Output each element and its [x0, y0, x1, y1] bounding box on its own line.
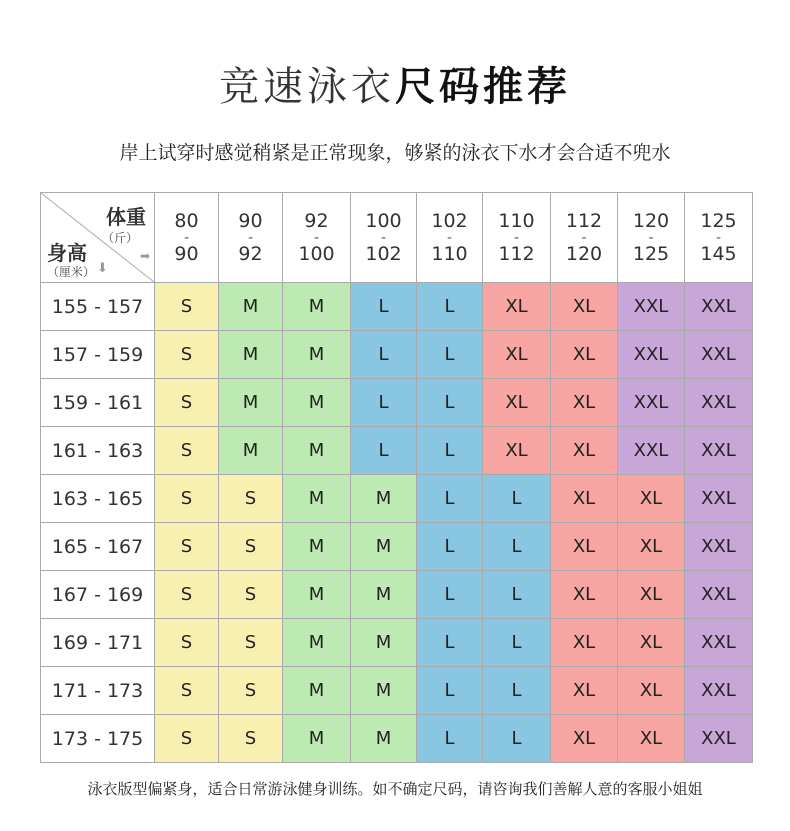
size-cell: XL	[551, 715, 618, 763]
size-cell: M	[351, 715, 417, 763]
weight-from: 120	[632, 209, 670, 232]
weight-column-header	[483, 193, 551, 283]
weight-to: 110	[431, 242, 468, 265]
arrow-right-icon: ➡	[139, 249, 150, 263]
size-cell: M	[283, 571, 351, 619]
size-cell: XL	[551, 427, 618, 475]
size-cell: L	[417, 331, 483, 379]
page-title	[0, 55, 790, 112]
size-cell: S	[155, 283, 219, 331]
size-cell: L	[351, 427, 417, 475]
size-cell: S	[219, 667, 283, 715]
size-cell: M	[351, 619, 417, 667]
size-cell: XL	[618, 619, 685, 667]
weight-dash: -	[446, 229, 453, 246]
size-cell: XXL	[685, 379, 753, 427]
weight-dash: -	[313, 229, 320, 246]
size-cell: S	[155, 427, 219, 475]
weight-label: 体重	[106, 205, 146, 229]
height-row-label: 167 - 169	[41, 571, 155, 619]
subtitle: 岸上试穿时感觉稍紧是正常现象，够紧的泳衣下水才会合适不兜水	[119, 142, 671, 164]
size-cell: M	[283, 283, 351, 331]
weight-to: 102	[365, 242, 402, 265]
weight-to: 112	[498, 242, 535, 265]
size-cell: S	[219, 571, 283, 619]
size-cell: M	[351, 523, 417, 571]
size-cell: XXL	[685, 571, 753, 619]
size-cell: L	[417, 619, 483, 667]
height-row-label: 163 - 165	[41, 475, 155, 523]
size-cell: L	[351, 283, 417, 331]
table-corner-header	[41, 193, 155, 283]
size-cell: S	[155, 331, 219, 379]
size-cell: M	[219, 427, 283, 475]
size-cell: M	[283, 475, 351, 523]
weight-dash: -	[247, 229, 254, 246]
weight-column-header	[551, 193, 618, 283]
size-cell: XXL	[618, 379, 685, 427]
size-cell: L	[483, 475, 551, 523]
weight-column-header	[685, 193, 753, 283]
size-cell: L	[351, 331, 417, 379]
weight-from: 125	[700, 209, 737, 232]
size-cell: XXL	[618, 427, 685, 475]
size-cell: M	[219, 283, 283, 331]
height-row-label: 173 - 175	[41, 715, 155, 763]
weight-column-header	[351, 193, 417, 283]
size-cell: XXL	[685, 331, 753, 379]
size-cell: XL	[551, 619, 618, 667]
weight-from: 110	[498, 209, 535, 232]
size-cell: S	[155, 715, 219, 763]
weight-to: 120	[565, 242, 603, 265]
weight-column-header	[283, 193, 351, 283]
size-cell: XL	[618, 667, 685, 715]
weight-dash: -	[581, 229, 587, 246]
weight-column-header	[219, 193, 283, 283]
height-row-label: 165 - 167	[41, 523, 155, 571]
size-cell: M	[283, 331, 351, 379]
arrow-down-icon: ⬇	[97, 261, 108, 276]
height-row-label: 171 - 173	[41, 667, 155, 715]
size-cell: L	[417, 379, 483, 427]
weight-dash: -	[715, 229, 722, 246]
size-cell: XL	[483, 427, 551, 475]
size-cell: L	[483, 619, 551, 667]
size-cell: L	[417, 283, 483, 331]
size-cell: M	[351, 667, 417, 715]
size-cell: L	[417, 475, 483, 523]
weight-dash: -	[183, 229, 190, 246]
height-row-label: 159 - 161	[41, 379, 155, 427]
size-cell: XXL	[618, 331, 685, 379]
size-cell: L	[483, 523, 551, 571]
weight-from: 100	[365, 209, 402, 232]
height-row-label: 157 - 159	[41, 331, 155, 379]
weight-from: 102	[431, 209, 468, 232]
size-cell: XL	[551, 379, 618, 427]
weight-to: 92	[238, 242, 263, 265]
size-cell: S	[219, 523, 283, 571]
size-cell: L	[483, 571, 551, 619]
weight-dash: -	[648, 229, 654, 246]
height-row-label: 161 - 163	[41, 427, 155, 475]
size-cell: XXL	[685, 427, 753, 475]
size-cell: L	[483, 715, 551, 763]
size-cell: L	[417, 667, 483, 715]
weight-from: 80	[174, 209, 199, 232]
size-cell: M	[283, 427, 351, 475]
weight-dash: -	[380, 229, 387, 246]
footer-note: 泳衣版型偏紧身，适合日常游泳健身训练。如不确定尺码，请咨询我们善解人意的客服小姐姐	[87, 780, 703, 798]
size-cell: XL	[551, 283, 618, 331]
weight-to: 100	[298, 242, 335, 265]
size-cell: M	[283, 523, 351, 571]
height-row-label: 155 - 157	[41, 283, 155, 331]
size-cell: M	[283, 379, 351, 427]
height-unit: （厘米）	[47, 265, 96, 279]
size-cell: S	[155, 619, 219, 667]
size-cell: XXL	[685, 283, 753, 331]
height-label: 身高	[47, 241, 87, 265]
size-cell: XXL	[685, 619, 753, 667]
size-cell: XL	[551, 571, 618, 619]
size-cell: XL	[551, 475, 618, 523]
size-cell: XXL	[685, 475, 753, 523]
size-cell: S	[155, 571, 219, 619]
size-cell: S	[219, 715, 283, 763]
height-row-label: 169 - 171	[41, 619, 155, 667]
size-cell: XL	[551, 523, 618, 571]
title-bold: 尺码推荐	[395, 64, 571, 110]
size-cell: L	[417, 523, 483, 571]
size-cell: XL	[551, 667, 618, 715]
weight-from: 92	[304, 209, 329, 232]
weight-from: 90	[238, 209, 263, 232]
size-cell: XL	[618, 715, 685, 763]
weight-column-header	[618, 193, 685, 283]
size-cell: XL	[483, 379, 551, 427]
size-cell: L	[417, 571, 483, 619]
size-cell: L	[417, 715, 483, 763]
size-cell: XL	[618, 523, 685, 571]
size-cell: XL	[483, 283, 551, 331]
size-cell: S	[155, 475, 219, 523]
size-cell: XL	[618, 571, 685, 619]
weight-from: 112	[565, 209, 603, 232]
size-cell: S	[155, 523, 219, 571]
size-cell: S	[219, 619, 283, 667]
weight-to: 125	[632, 242, 670, 265]
size-cell: L	[417, 427, 483, 475]
size-cell: XXL	[685, 523, 753, 571]
size-cell: M	[283, 619, 351, 667]
size-cell: XXL	[685, 667, 753, 715]
title-light: 竞速泳衣	[219, 64, 395, 110]
size-cell: L	[483, 667, 551, 715]
size-chart-table	[40, 192, 753, 763]
weight-to: 145	[700, 242, 737, 265]
size-cell: XL	[483, 331, 551, 379]
size-cell: S	[219, 475, 283, 523]
weight-dash: -	[513, 229, 520, 246]
size-cell: M	[351, 475, 417, 523]
size-cell: M	[283, 715, 351, 763]
size-cell: XXL	[685, 715, 753, 763]
weight-column-header	[155, 193, 219, 283]
size-cell: M	[219, 379, 283, 427]
size-cell: M	[283, 667, 351, 715]
size-cell: M	[351, 571, 417, 619]
size-cell: S	[155, 667, 219, 715]
size-cell: XL	[551, 331, 618, 379]
weight-unit: （斤）	[101, 231, 138, 245]
size-cell: L	[351, 379, 417, 427]
size-cell: XXL	[618, 283, 685, 331]
size-cell: XL	[618, 475, 685, 523]
weight-column-header	[417, 193, 483, 283]
size-cell: S	[155, 379, 219, 427]
size-cell: M	[219, 331, 283, 379]
weight-to: 90	[174, 242, 199, 265]
